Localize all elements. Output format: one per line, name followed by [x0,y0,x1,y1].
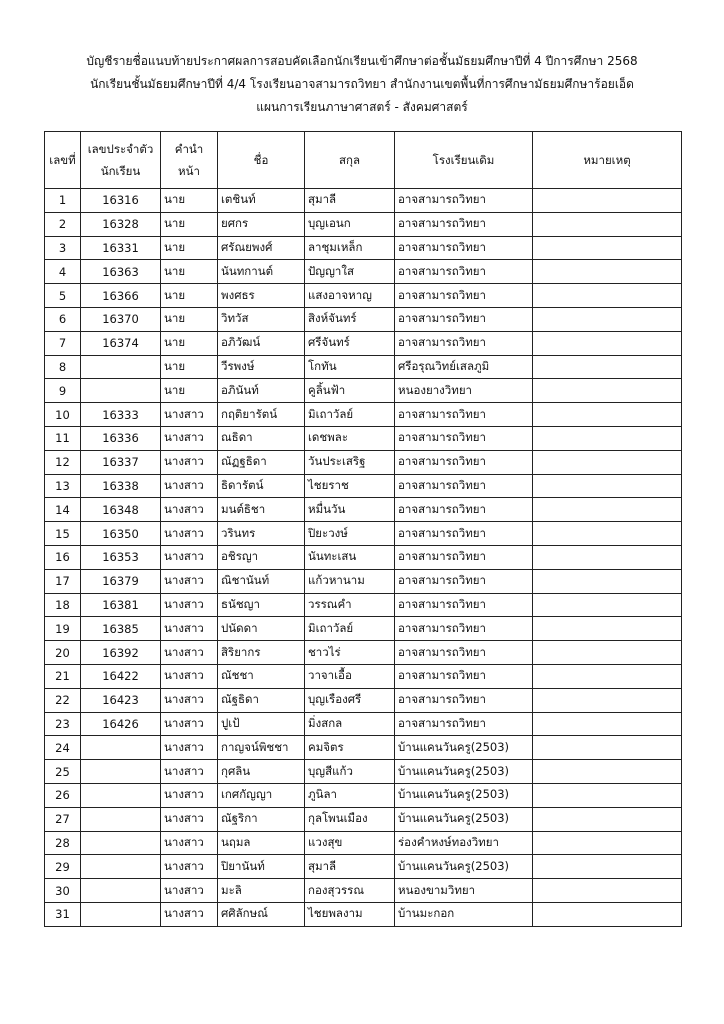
cell-prefix: นาย [161,212,218,236]
cell-last-name: วันประเสริฐ [305,450,395,474]
cell-number: 20 [45,641,81,665]
table-row [45,189,682,213]
cell-remarks [533,855,682,879]
cell-first-name: ณัฐริกา [218,807,305,831]
table-row [45,212,682,236]
cell-previous-school: อาจสามารถวิทยา [395,284,533,308]
cell-number: 8 [45,355,81,379]
cell-student-id: 16328 [81,212,161,236]
cell-student-id: 16336 [81,426,161,450]
cell-number: 1 [45,189,81,213]
cell-prefix: นางสาว [161,522,218,546]
cell-first-name: นฤมล [218,831,305,855]
cell-last-name: ภูนิลา [305,783,395,807]
cell-previous-school: บ้านแคนวันครู(2503) [395,807,533,831]
cell-number: 19 [45,617,81,641]
table-row [45,855,682,879]
cell-first-name: มะลิ [218,879,305,903]
cell-first-name: อภิวัฒน์ [218,331,305,355]
cell-number: 10 [45,403,81,427]
cell-prefix: นางสาว [161,783,218,807]
cell-prefix: นางสาว [161,807,218,831]
cell-last-name: แสงอาจหาญ [305,284,395,308]
cell-student-id: 16422 [81,664,161,688]
cell-prefix: นางสาว [161,641,218,665]
cell-remarks [533,212,682,236]
cell-prefix: นางสาว [161,498,218,522]
cell-remarks [533,307,682,331]
cell-first-name: ณธิดา [218,426,305,450]
table-row [45,617,682,641]
cell-student-id [81,736,161,760]
cell-prefix: นางสาว [161,902,218,926]
cell-student-id [81,355,161,379]
cell-student-id: 16338 [81,474,161,498]
cell-first-name: วีรพงษ์ [218,355,305,379]
table-row [45,498,682,522]
cell-previous-school: บ้านแคนวันครู(2503) [395,855,533,879]
cell-number: 28 [45,831,81,855]
cell-last-name: กองสุวรรณ [305,879,395,903]
cell-number: 22 [45,688,81,712]
cell-previous-school: บ้านแคนวันครู(2503) [395,760,533,784]
cell-remarks [533,831,682,855]
cell-previous-school: อาจสามารถวิทยา [395,498,533,522]
cell-last-name: โกทัน [305,355,395,379]
cell-first-name: ปนัดดา [218,617,305,641]
cell-prefix: นางสาว [161,403,218,427]
cell-number: 25 [45,760,81,784]
cell-previous-school: อาจสามารถวิทยา [395,593,533,617]
cell-prefix: นาย [161,355,218,379]
cell-last-name: สุมาลี [305,855,395,879]
document-header [0,50,724,119]
cell-number: 16 [45,545,81,569]
cell-previous-school: อาจสามารถวิทยา [395,474,533,498]
cell-first-name: ศศิลักษณ์ [218,902,305,926]
cell-last-name: บุญสีแก้ว [305,760,395,784]
cell-number: 5 [45,284,81,308]
cell-first-name: เกศกัญญา [218,783,305,807]
table-row [45,284,682,308]
cell-previous-school: หนองขามวิทยา [395,879,533,903]
cell-prefix: นาย [161,260,218,284]
cell-remarks [533,545,682,569]
header-row [45,132,682,189]
table-row [45,879,682,903]
cell-prefix: นางสาว [161,664,218,688]
cell-remarks [533,641,682,665]
cell-prefix: นางสาว [161,831,218,855]
table-row [45,522,682,546]
cell-last-name: บุญเรืองศรี [305,688,395,712]
cell-number: 21 [45,664,81,688]
cell-student-id [81,807,161,831]
cell-remarks [533,617,682,641]
cell-number: 3 [45,236,81,260]
cell-number: 23 [45,712,81,736]
cell-last-name: นันทะเสน [305,545,395,569]
cell-remarks [533,450,682,474]
cell-prefix: นาย [161,236,218,260]
cell-last-name: หมื่นวัน [305,498,395,522]
col-header-student-id: เลขประจำตัวนักเรียน [81,132,161,189]
table-row [45,641,682,665]
cell-student-id [81,379,161,403]
table-row [45,902,682,926]
cell-remarks [533,736,682,760]
cell-number: 30 [45,879,81,903]
cell-first-name: อภินันท์ [218,379,305,403]
cell-previous-school: อาจสามารถวิทยา [395,688,533,712]
cell-number: 31 [45,902,81,926]
cell-last-name: วรรณคำ [305,593,395,617]
cell-student-id: 16316 [81,189,161,213]
cell-number: 24 [45,736,81,760]
cell-remarks [533,569,682,593]
cell-remarks [533,760,682,784]
table-row [45,379,682,403]
cell-student-id [81,783,161,807]
cell-remarks [533,403,682,427]
cell-remarks [533,260,682,284]
cell-student-id [81,879,161,903]
cell-previous-school: บ้านแคนวันครู(2503) [395,736,533,760]
cell-student-id: 16374 [81,331,161,355]
cell-first-name: อชิรญา [218,545,305,569]
cell-last-name: มิ่งสกล [305,712,395,736]
col-header-prefix: คำนำหน้า [161,132,218,189]
cell-remarks [533,189,682,213]
table-row [45,403,682,427]
cell-previous-school: อาจสามารถวิทยา [395,450,533,474]
table-body [45,189,682,927]
cell-student-id: 16379 [81,569,161,593]
cell-first-name: พงศธร [218,284,305,308]
cell-first-name: วิทวัส [218,307,305,331]
cell-previous-school: หนองยางวิทยา [395,379,533,403]
table-row [45,831,682,855]
cell-student-id: 16392 [81,641,161,665]
cell-remarks [533,902,682,926]
cell-number: 12 [45,450,81,474]
cell-last-name: มิเถาวัลย์ [305,403,395,427]
cell-remarks [533,712,682,736]
table-row [45,807,682,831]
cell-remarks [533,355,682,379]
cell-prefix: นาย [161,307,218,331]
cell-first-name: กาญจน์พิชชา [218,736,305,760]
table-row [45,450,682,474]
table-row [45,664,682,688]
table-row [45,688,682,712]
cell-last-name: คมจิตร [305,736,395,760]
cell-last-name: ลาชุมเหล็ก [305,236,395,260]
cell-last-name: วาจาเอื้อ [305,664,395,688]
cell-previous-school: อาจสามารถวิทยา [395,617,533,641]
cell-first-name: ศรัณยพงศ์ [218,236,305,260]
cell-prefix: นางสาว [161,545,218,569]
cell-student-id: 16337 [81,450,161,474]
table-row [45,260,682,284]
cell-student-id: 16331 [81,236,161,260]
cell-first-name: ปูเป้ [218,712,305,736]
cell-number: 2 [45,212,81,236]
cell-student-id [81,760,161,784]
cell-remarks [533,379,682,403]
cell-remarks [533,331,682,355]
table-row [45,593,682,617]
col-header-last-name: สกุล [305,132,395,189]
cell-first-name: กฤติยารัตน์ [218,403,305,427]
table-row [45,736,682,760]
cell-number: 17 [45,569,81,593]
cell-previous-school: อาจสามารถวิทยา [395,212,533,236]
table-row [45,760,682,784]
cell-previous-school: อาจสามารถวิทยา [395,307,533,331]
cell-prefix: นางสาว [161,879,218,903]
student-roster-table [44,131,682,927]
cell-prefix: นางสาว [161,617,218,641]
cell-prefix: นางสาว [161,736,218,760]
cell-last-name: ไชยพลงาม [305,902,395,926]
cell-first-name: ปิยานันท์ [218,855,305,879]
cell-number: 9 [45,379,81,403]
cell-previous-school: อาจสามารถวิทยา [395,236,533,260]
cell-previous-school: อาจสามารถวิทยา [395,331,533,355]
cell-last-name: ศรีจันทร์ [305,331,395,355]
cell-last-name: สุมาลี [305,189,395,213]
header-line-1: บัญชีรายชื่อแนบท้ายประกาศผลการสอบคัดเลือกนักเรียนเข้าศึกษาต่อชั้นมัธยมศึกษาปีที่ 4 ปีการศึกษา 2568 [86,54,638,68]
table-row [45,474,682,498]
cell-previous-school: อาจสามารถวิทยา [395,545,533,569]
cell-remarks [533,498,682,522]
cell-student-id: 16423 [81,688,161,712]
cell-last-name: ไชยราช [305,474,395,498]
col-header-remarks: หมายเหตุ [533,132,682,189]
cell-student-id [81,831,161,855]
table-row [45,307,682,331]
cell-student-id: 16333 [81,403,161,427]
cell-remarks [533,664,682,688]
cell-student-id: 16350 [81,522,161,546]
cell-prefix: นางสาว [161,450,218,474]
col-header-number: เลขที่ [45,132,81,189]
cell-first-name: สิริยากร [218,641,305,665]
cell-prefix: นางสาว [161,569,218,593]
cell-prefix: นาย [161,284,218,308]
cell-first-name: ณิชานันท์ [218,569,305,593]
cell-first-name: กุศลิน [218,760,305,784]
cell-prefix: นาย [161,189,218,213]
cell-previous-school: อาจสามารถวิทยา [395,712,533,736]
cell-number: 18 [45,593,81,617]
cell-student-id: 16353 [81,545,161,569]
cell-student-id: 16426 [81,712,161,736]
cell-last-name: บุญเอนก [305,212,395,236]
cell-previous-school: ร่องคำหงษ์ทองวิทยา [395,831,533,855]
cell-first-name: ณัฐธิดา [218,688,305,712]
cell-last-name: มิเถาวัลย์ [305,617,395,641]
cell-first-name: มนต์ธิชา [218,498,305,522]
col-header-first-name: ชื่อ [218,132,305,189]
table-row [45,236,682,260]
cell-last-name: กุลโพนเมือง [305,807,395,831]
cell-number: 14 [45,498,81,522]
cell-first-name: วรินทร [218,522,305,546]
cell-number: 15 [45,522,81,546]
cell-first-name: ณัชชา [218,664,305,688]
cell-previous-school: อาจสามารถวิทยา [395,664,533,688]
cell-previous-school: อาจสามารถวิทยา [395,426,533,450]
table-row [45,712,682,736]
cell-previous-school: ศรีอรุณวิทย์เสลภูมิ [395,355,533,379]
cell-prefix: นางสาว [161,593,218,617]
cell-number: 26 [45,783,81,807]
cell-prefix: นางสาว [161,426,218,450]
cell-previous-school: อาจสามารถวิทยา [395,403,533,427]
cell-last-name: สิงห์จันทร์ [305,307,395,331]
cell-prefix: นาย [161,379,218,403]
cell-last-name: แวงสุข [305,831,395,855]
cell-prefix: นางสาว [161,712,218,736]
cell-remarks [533,522,682,546]
cell-remarks [533,783,682,807]
cell-last-name: ปัญญาใส [305,260,395,284]
cell-remarks [533,426,682,450]
cell-student-id [81,902,161,926]
cell-last-name: ปิยะวงษ์ [305,522,395,546]
col-header-previous-school: โรงเรียนเดิม [395,132,533,189]
cell-previous-school: อาจสามารถวิทยา [395,189,533,213]
cell-remarks [533,879,682,903]
cell-prefix: นาย [161,331,218,355]
cell-number: 11 [45,426,81,450]
cell-first-name: เตชินท์ [218,189,305,213]
cell-remarks [533,236,682,260]
cell-student-id: 16363 [81,260,161,284]
cell-previous-school: อาจสามารถวิทยา [395,522,533,546]
header-line-2: นักเรียนชั้นมัธยมศึกษาปีที่ 4/4 โรงเรียนอาจสามารถวิทยา สำนักงานเขตพื้นที่การศึกษามัธยมศึกษาร้อยเอ็ด [90,77,634,91]
cell-student-id: 16348 [81,498,161,522]
cell-first-name: ธิดารัตน์ [218,474,305,498]
cell-last-name: ชาวไร่ [305,641,395,665]
cell-student-id: 16366 [81,284,161,308]
cell-number: 13 [45,474,81,498]
cell-first-name: ณัฏฐธิดา [218,450,305,474]
cell-first-name: ยศกร [218,212,305,236]
table-row [45,569,682,593]
header-line-3: แผนการเรียนภาษาศาสตร์ - สังคมศาสตร์ [256,100,468,114]
cell-number: 27 [45,807,81,831]
cell-previous-school: อาจสามารถวิทยา [395,641,533,665]
cell-remarks [533,807,682,831]
cell-number: 7 [45,331,81,355]
cell-previous-school: บ้านมะกอก [395,902,533,926]
cell-previous-school: อาจสามารถวิทยา [395,260,533,284]
table-row [45,355,682,379]
cell-last-name: คูลิ้นฟ้า [305,379,395,403]
cell-number: 4 [45,260,81,284]
cell-remarks [533,284,682,308]
cell-remarks [533,474,682,498]
cell-student-id [81,855,161,879]
cell-student-id: 16381 [81,593,161,617]
cell-remarks [533,688,682,712]
table-row [45,545,682,569]
table-row [45,783,682,807]
cell-number: 6 [45,307,81,331]
cell-previous-school: อาจสามารถวิทยา [395,569,533,593]
cell-student-id: 16385 [81,617,161,641]
cell-prefix: นางสาว [161,474,218,498]
cell-first-name: นันทกานต์ [218,260,305,284]
cell-number: 29 [45,855,81,879]
table-row [45,331,682,355]
cell-previous-school: บ้านแคนวันครู(2503) [395,783,533,807]
cell-prefix: นางสาว [161,688,218,712]
cell-prefix: นางสาว [161,855,218,879]
table-header [45,132,682,189]
cell-last-name: เดชพละ [305,426,395,450]
cell-last-name: แก้วหานาม [305,569,395,593]
cell-prefix: นางสาว [161,760,218,784]
cell-remarks [533,593,682,617]
cell-student-id: 16370 [81,307,161,331]
cell-first-name: ธนัชญา [218,593,305,617]
table-row [45,426,682,450]
